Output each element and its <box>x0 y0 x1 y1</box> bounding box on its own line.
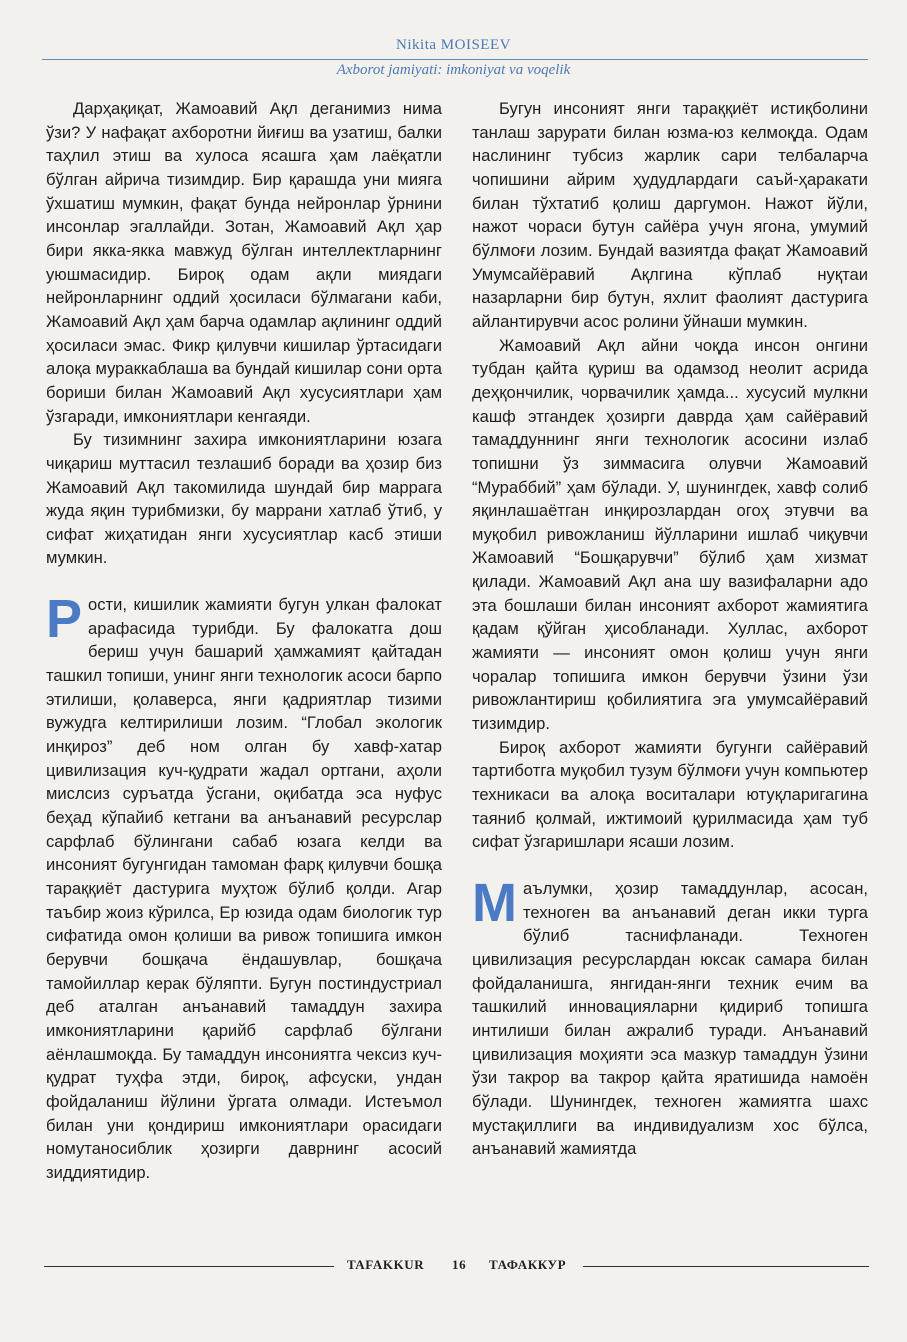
header-subtitle: Axborot jamiyati: imkoniyat va voqelik <box>336 62 571 78</box>
footer-rule-left <box>44 1266 334 1267</box>
page-number: 16 <box>452 1257 467 1272</box>
paragraph: Дарҳақиқат, Жамоавий Ақл деганимиз нима ўзи? У нафақат ахборотни йиғиш ва узатиш, балки таҳлил этиш ва хулоса ясашга ҳам лаёқатли бўлган айрича тизимдир. Бир қарашда уни мияга ўхшатиш мумкин, фақат бунда нейронлар ўрнини инсонлар эгаллайди. Зотан, Жамоавий Ақл ҳар бири якка-якка мавжуд бўлган интеллектларнинг уюшмасидир. Бироқ одам ақли миядаги нейронларнинг оддий ҳосиласи бўлмагани каби, Жамоавий Ақл ҳам барча одамлар ақлининг оддий ҳосиласи эмас. Фикр қилувчи кишилар ўртасидаги алоқа мураккаблаша ва бундай кишилар сони орта бориши билан Жамоавий Ақл хусусиятлари ҳам ўзгаради, имкониятлари кенгаяди. <box>46 99 442 426</box>
drop-cap: Р <box>46 589 83 650</box>
paragraph: Бироқ ахборот жамияти бугунги сайёравий тартиботга муқобил тузум бўлмоғи учун компьютер техникаси ва алоқа воситалари ютуқларигагина таяниб қолмай, ижтимоий қурилмасида ҳам туб сифат ўзгаришлари ясаши лозим. <box>472 737 868 852</box>
paragraph: Жамоавий Ақл айни чоқда инсон онгини тубдан қайта қуриш ва одамзод неолит асрида деҳқончилик, чорвачилик ҳамда... хусусий мулкни кашф этгандек ҳозирги даврда ҳам сайёравий тамаддуннинг янги технологик асосини излаб топишни ўз зиммасига олувчи Жамоавий “Мураббий” ҳам бўлади. У, шунингдек, хавф солиб яқинлашаётган инқирозлардан огоҳ этувчи ва муқобил ривожланиш йўлларини ишлаб чиқувчи Жамоавий “Бошқарувчи” бўлиб ҳам хизмат қилади. Жамоавий Ақл ана шу вазифаларни адо эта бошлаши билан инсоният ахборот жамиятига қадам қўйган ҳисобланади. Хуллас, ахборот жамияти — инсоният омон қолиш учун янги чоралар топишига имкон берувчи ўзини ўзи ривожлантириш қобилиятига эга умумсайёравий тизимдир. <box>472 335 868 734</box>
footer-title-latin: TAFAKKUR <box>347 1257 425 1272</box>
footer-title-cyrillic: ТАФАККУР <box>489 1257 567 1272</box>
header-author: Nikita MOISEEV <box>396 37 511 53</box>
left-column <box>46 97 442 1185</box>
running-header <box>0 0 907 90</box>
paragraph-text: аълумки, ҳозир тамаддунлар, асосан, техноген ва анъанавий деган икки турга бўлиб таснифланади. Техноген цивилизация ресурслардан юксак самара билан фойдаланишга, янгидан-янги техник ечим ва ташкилий инновацияларни қидириб топишга интилиши билан ажралиб туради. Анъанавий цивилизация моҳияти эса мазкур тамаддун ўзини ўзи такрор ва такрор қайта яратишида намоён бўлади. Шунингдек, техноген жамиятга шахс мустақиллиги ва индивидуализм хос бўлса, анъанавий жамиятда <box>472 879 868 1159</box>
drop-cap: М <box>472 873 517 933</box>
header-rule <box>42 59 868 60</box>
paragraph: Бу тизимнинг захира имкониятларини юзага чиқариш муттасил тезлашиб боради ва ҳозир биз Жамоавий Ақл такомилида шундай бир маррага жуда яқин турибмизки, бу маррани хатлаб ўтиб, у сифат жиҳатидан янги хусусиятлар касб этиши мумкин. <box>46 430 442 568</box>
right-column <box>472 97 868 1161</box>
paragraph-text: ости, кишилик жамияти бугун улкан фалокат арафасида турибди. Бу фалокатга дош бериш учун башарий ҳамжамият қайтадан ташкил топиши, унинг янги технологик асоси барпо этилиши, қолаверса, янги қадриятлар тизими вужудга келтирилиши лозим. “Глобал экологик инқироз” деб ном олган бу хавф-хатар цивилизация куч-қудрати жадал ортгани, аҳоли мислсиз суръатда ўсгани, оқибатда эса нуфус беҳад кўпайиб кетгани ва анъанавий ресурслар сарфлаб бўлингани сабаб юзага келди ва инсоният бугунгидан тамоман фарқ қилувчи бошқа тараққиёт дастурига муҳтож бўлиб қолди. Агар таъбир жоиз кўрилса, Ер юзида одам биологик тур сифатида омон қолиши ва ривож топишига имкон берувчи бошқача ёндашувлар, бошқача тамойиллар керак бўляпти. Бугун постиндустриал деб аталган анъанавий тамаддун захира имкониятларини қарийб сарфлаб бўлгани аёнлашмоқда. Бу тамаддун инсониятга чексиз куч-қудрат туҳфа этди, бироқ, афсуски, ундан фойдаланиш йўлини ўргата олмади. Истеъмол билан уни қондириш имкониятлари орасидаги номутаносиблик ҳозирги даврнинг асосий зиддиятидир. <box>46 595 442 1182</box>
paragraph: Бугун инсоният янги тараққиёт истиқболини танлаш зарурати билан юзма-юз келмоқда. Одам наслининг тубсиз жарлик сари телбаларча чопишини айрим ҳудудлардаги саъй-ҳаракати билан тўхтатиб қолиш даргумон. Нажот йўли, нажот чораси бутун сайёра учун ягона, умумий бўлмоғи лозим. Бундай вазиятда фақат Жамоавий Умумсайёравий Ақлгина кўплаб нуқтаи назарларни бир бутун, яхлит фаолият дастурига айлантирувчи асос ролини ўйнаши мумкин. <box>472 99 868 331</box>
footer-rule-right <box>583 1266 869 1267</box>
page-footer <box>0 1252 907 1282</box>
paragraph-with-dropcap <box>472 873 868 1161</box>
paragraph-with-dropcap <box>46 589 442 1184</box>
